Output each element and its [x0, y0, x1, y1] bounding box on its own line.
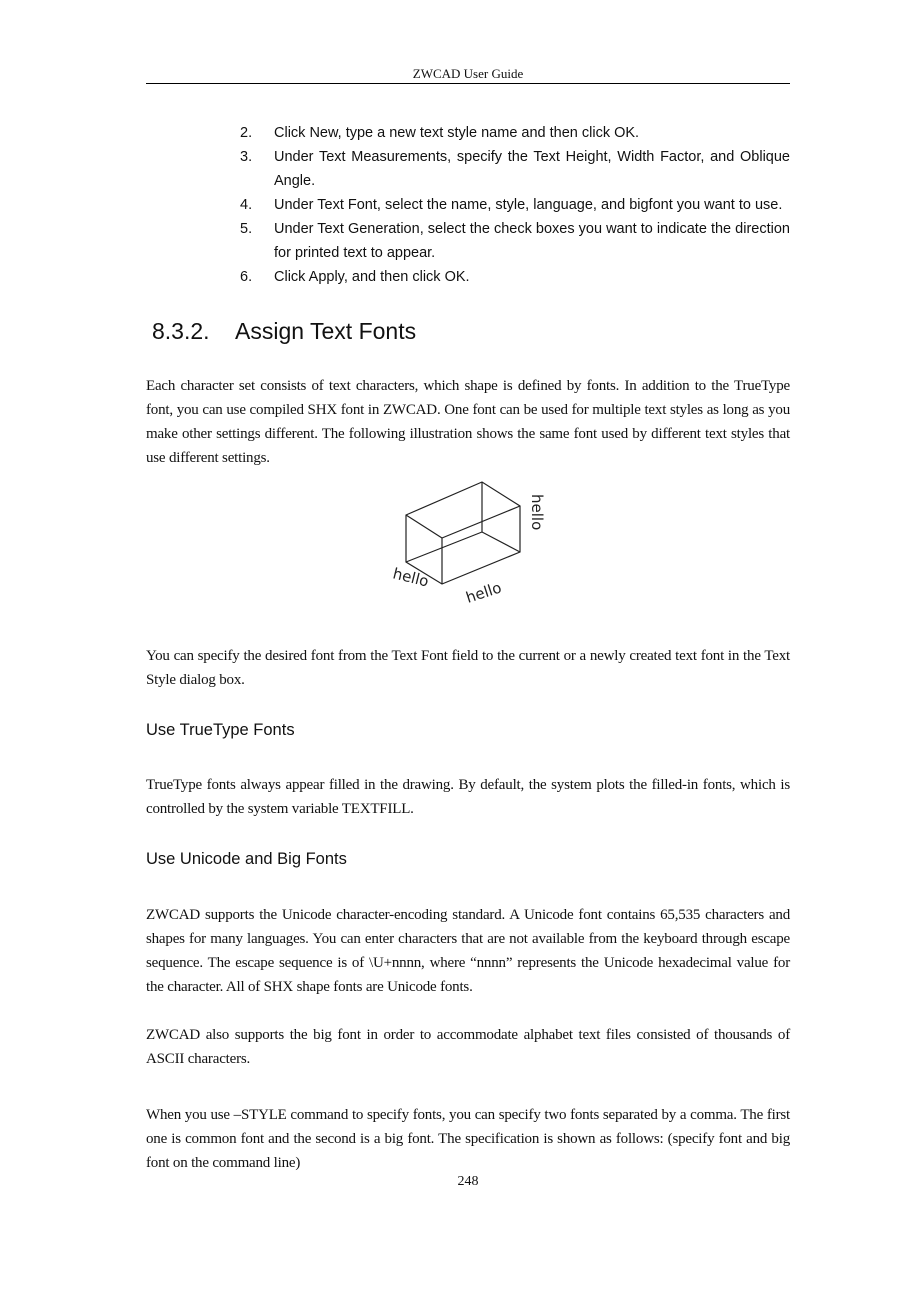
steps-list: [240, 121, 790, 289]
step-text: Click Apply, and then click OK.: [274, 269, 470, 285]
step-text: Under Text Measurements, specify the Text Height, Width Factor, and Oblique Angle.: [274, 149, 790, 189]
step-number: 6.: [240, 269, 253, 285]
page-number: 248: [457, 1174, 479, 1189]
paragraph-intro: Each character set consists of text characters, which shape is defined by fonts. In addition to the TrueType font, you can use compiled SHX font in ZWCAD. One font can be used for multiple text styles as long as you make other settings different. The following illustration shows the same font used by different text styles that use different settings.: [146, 378, 790, 466]
subheading-truetype: Use TrueType Fonts: [146, 721, 295, 739]
step-number: 4.: [240, 197, 253, 213]
section-title: Assign Text Fonts: [235, 318, 417, 344]
figure-label: hello: [391, 564, 431, 591]
step-number: 5.: [240, 221, 253, 237]
paragraph-bigfont: ZWCAD also supports the big font in order to accommodate alphabet text files consisted of thousands of ASCII characters.: [146, 1027, 790, 1067]
list-item: [240, 217, 790, 265]
paragraph-specify: You can specify the desired font from the Text Font field to the current or a newly created text font in the Text Style dialog box.: [146, 648, 790, 688]
header-divider: [146, 83, 790, 84]
subheading-unicode: Use Unicode and Big Fonts: [146, 850, 347, 868]
paragraph-style-command: When you use –STYLE command to specify fonts, you can specify two fonts separated by a comma. The first one is common font and the second is a big font. The specification is shown as follows: (specify font and big font on the command line): [146, 1107, 790, 1171]
list-item: [240, 145, 790, 193]
step-text: Under Text Generation, select the check boxes you want to indicate the direction for printed text to appear.: [274, 221, 790, 261]
section-number: 8.3.2.: [152, 318, 210, 344]
list-item: [240, 265, 790, 289]
page-header: ZWCAD User Guide: [412, 66, 524, 81]
list-item: [240, 121, 790, 145]
step-text: Click New, type a new text style name and then click OK.: [274, 125, 640, 141]
text-styles-illustration: [382, 478, 548, 610]
step-number: 3.: [240, 149, 253, 165]
step-text: Under Text Font, select the name, style, language, and bigfont you want to use.: [274, 197, 783, 213]
figure-label: hello: [463, 578, 504, 607]
paragraph-unicode: ZWCAD supports the Unicode character-encoding standard. A Unicode font contains 65,535 characters and shapes for many languages. You can enter characters that are not available from the keyboard through escape sequence. The escape sequence is of \U+nnnn, where “nnnn” represents the Unicode hexadecimal value for the character. All of SHX shape fonts are Unicode fonts.: [146, 907, 790, 995]
step-number: 2.: [240, 125, 253, 141]
section-heading: [152, 318, 416, 345]
figure-label: hello: [528, 494, 546, 531]
paragraph-truetype: TrueType fonts always appear filled in the drawing. By default, the system plots the filled-in fonts, which is controlled by the system variable TEXTFILL.: [146, 777, 790, 817]
list-item: [240, 193, 790, 217]
